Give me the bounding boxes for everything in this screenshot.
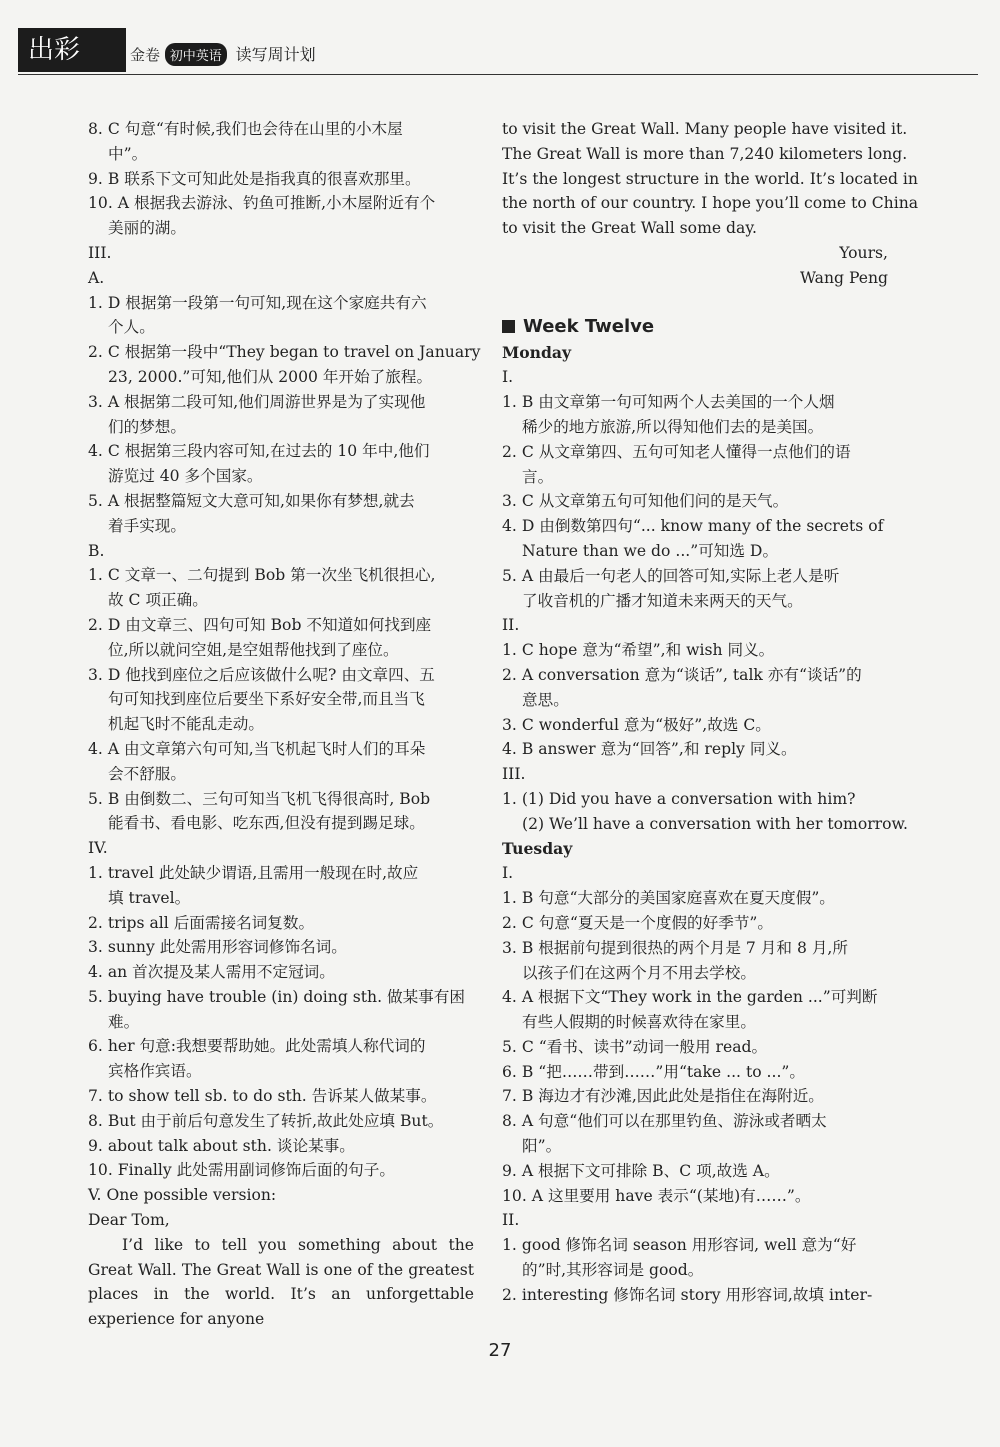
day-heading-tuesday: Tuesday [502, 838, 573, 858]
answer-line: 2. C 根据第一段中“They began to travel on January [88, 343, 481, 362]
answer-line: 有些人假期的时候喜欢待在家里。 [522, 1013, 756, 1032]
answer-line: (2) We’ll have a conversation with her tomorrow. [522, 814, 908, 833]
answer-line: 8. But 由于前后句意发生了转折,故此处应填 But。 [88, 1111, 444, 1130]
answer-line: 位,所以就问空姐,是空姐帮他找到了座位。 [108, 640, 399, 659]
answer-line: 4. A 由文章第六句可知,当飞机起飞时人们的耳朵 [88, 739, 426, 758]
answer-line: 意思。 [522, 690, 569, 709]
answer-line: 1. C hope 意为“希望”,和 wish 同义。 [502, 641, 775, 660]
answer-line: 句可知找到座位后要坐下系好安全带,而且当飞 [108, 690, 425, 709]
answer-line: 2. trips all 后面需接名词复数。 [88, 913, 315, 932]
week-heading [502, 313, 888, 341]
right-column [502, 117, 919, 1308]
section-heading: I. [502, 864, 514, 883]
answer-line: 3. C wonderful 意为“极好”,故选 C。 [502, 715, 771, 734]
answer-line: 4. an 首次提及某人需用不定冠词。 [88, 963, 335, 982]
answer-line: 6. her 句意:我想要帮助她。此处需填人称代词的 [88, 1037, 426, 1056]
brand-logo: 出彩 [18, 28, 126, 72]
answer-line: 的”时,其形容词是 good。 [522, 1261, 704, 1280]
answer-line: 美丽的湖。 [108, 219, 186, 238]
answer-line: 3. C 从文章第五句可知他们问的是天气。 [502, 492, 789, 511]
answer-line: 7. to show tell sb. to do sth. 告诉某人做某事。 [88, 1087, 437, 1106]
answer-line: 填 travel。 [108, 888, 191, 907]
section-heading: I. [502, 368, 514, 387]
answer-line: 中”。 [108, 144, 148, 163]
answer-line: 1. D 根据第一段第一句可知,现在这个家庭共有六 [88, 293, 427, 312]
letter-line: The Great Wall is more than 7,240 kilometers long. [502, 144, 908, 163]
answer-line: Nature than we do ...”可知选 D。 [522, 541, 779, 560]
brand-name: 金卷 [130, 46, 161, 64]
square-bullet-icon [502, 320, 515, 333]
page-number: 27 [488, 1340, 512, 1361]
section-heading: II. [502, 616, 520, 635]
answer-line: 5. B 由倒数二、三句可知当飞机飞得很高时, Bob [88, 789, 431, 808]
week-title: Week Twelve [523, 315, 655, 337]
letter-salutation: Dear Tom, [88, 1211, 170, 1230]
answer-line: 1. travel 此处缺少谓语,且需用一般现在时,故应 [88, 863, 419, 882]
letter-line: It’s the longest structure in the world. It’s located in [502, 169, 918, 188]
answer-line: 2. D 由文章三、四句可知 Bob 不知道如何找到座 [88, 615, 432, 634]
answer-line: 宾格作宾语。 [108, 1062, 202, 1081]
answer-line: 机起飞时不能乱走动。 [108, 715, 264, 734]
section-heading: III. [88, 243, 112, 262]
answer-line: 1. B 由文章第一句可知两个人去美国的一个人烟 [502, 393, 835, 412]
letter-line: to visit the Great Wall. Many people have visited it. [502, 120, 908, 138]
answer-line: 以孩子们在这两个月不用去学校。 [522, 963, 756, 982]
answer-line: 2. A conversation 意为“谈话”, talk 亦有“谈话”的 [502, 665, 862, 684]
section-heading: B. [88, 541, 105, 560]
section-heading: III. [502, 765, 526, 784]
answer-line: 9. A 根据下文可排除 B、C 项,故选 A。 [502, 1161, 780, 1180]
subject-badge: 初中英语 [165, 43, 227, 66]
answer-line: 4. B answer 意为“回答”,和 reply 同义。 [502, 740, 797, 759]
answer-line: 3. D 他找到座位之后应该做什么呢? 由文章四、五 [88, 665, 435, 684]
answer-line: 4. D 由倒数第四句“... know many of the secrets of [502, 517, 884, 536]
answer-line: 难。 [108, 1012, 140, 1031]
answer-line: 5. C “看书、读书”动词一般用 read。 [502, 1037, 768, 1056]
answer-line: 8. C 句意“有时候,我们也会待在山里的小木屋 [88, 120, 403, 138]
letter-paragraph: I’d like to tell you something about the Great Wall. The Great Wall is one of the greatest places in the world. It’s an unforgettable experience for anyone [88, 1235, 474, 1329]
answer-line: 个人。 [108, 318, 155, 337]
series-title [130, 42, 316, 66]
answer-line: 会不舒服。 [108, 764, 186, 783]
answer-line: 5. A 根据整篇短文大意可知,如果你有梦想,就去 [88, 491, 415, 510]
section-heading: A. [88, 268, 105, 287]
answer-line: 们的梦想。 [108, 417, 186, 436]
letter-line: the north of our country. I hope you’ll come to China [502, 194, 919, 213]
answer-line: 了收音机的广播才知道未来两天的天气。 [522, 591, 803, 610]
section-heading: IV. [88, 839, 108, 858]
answer-line: 4. C 根据第三段内容可知,在过去的 10 年中,他们 [88, 442, 430, 461]
letter-closing: Yours, [839, 243, 888, 262]
day-heading-monday: Monday [502, 342, 572, 362]
answer-line: 故 C 项正确。 [108, 591, 208, 610]
answer-line: 5. buying have trouble (in) doing sth. 做某事有困 [88, 987, 465, 1006]
answer-line: 着手实现。 [108, 516, 186, 535]
answer-line: 稀少的地方旅游,所以得知他们去的是美国。 [522, 417, 824, 436]
answer-line: 2. interesting 修饰名词 story 用形容词,故填 inter- [502, 1285, 873, 1304]
answer-line: 能看书、看电影、吃东西,但没有提到踢足球。 [108, 814, 425, 833]
answer-line: 1. (1) Did you have a conversation with him? [502, 789, 856, 808]
answer-line: 9. about talk about sth. 谈论某事。 [88, 1136, 355, 1155]
answer-line: 1. C 文章一、二句提到 Bob 第一次坐飞机很担心, [88, 566, 436, 585]
page-header [18, 28, 978, 76]
answer-line: 4. A 根据下文“They work in the garden ...”可判断 [502, 988, 878, 1007]
answer-line: 3. B 根据前句提到很热的两个月是 7 月和 8 月,所 [502, 938, 848, 957]
letter-line: to visit the Great Wall some day. [502, 219, 758, 238]
answer-line: 10. A 根据我去游泳、钓鱼可推断,小木屋附近有个 [88, 194, 436, 213]
letter-signature: Wang Peng [800, 268, 888, 287]
answer-line: 7. B 海边才有沙滩,因此此处是指住在海附近。 [502, 1087, 824, 1106]
answer-line: 10. Finally 此处需用副词修饰后面的句子。 [88, 1161, 395, 1180]
answer-line: 23, 2000.”可知,他们从 2000 年开始了旅程。 [108, 367, 433, 386]
answer-line: 3. sunny 此处需用形容词修饰名词。 [88, 938, 347, 957]
answer-line: 游览过 40 多个国家。 [108, 467, 263, 486]
answer-line: 10. A 这里要用 have 表示“(某地)有……”。 [502, 1186, 811, 1205]
answer-line: 言。 [522, 467, 554, 486]
answer-line: 1. B 句意“大部分的美国家庭喜欢在夏天度假”。 [502, 889, 835, 908]
section-heading: V. One possible version: [88, 1186, 277, 1205]
answer-line: 2. C 句意“夏天是一个度假的好季节”。 [502, 913, 773, 932]
answer-line: 2. C 从文章第四、五句可知老人懂得一点他们的语 [502, 442, 851, 461]
answer-line: 3. A 根据第二段可知,他们周游世界是为了实现他 [88, 392, 426, 411]
left-column [88, 117, 481, 1332]
answer-line: 9. B 联系下文可知此处是指我真的很喜欢那里。 [88, 169, 421, 188]
answer-line: 阳”。 [522, 1137, 562, 1156]
section-heading: II. [502, 1211, 520, 1230]
header-divider [18, 74, 978, 75]
answer-line: 5. A 由最后一句老人的回答可知,实际上老人是听 [502, 566, 840, 585]
answer-line: 1. good 修饰名词 season 用形容词, well 意为“好 [502, 1236, 857, 1255]
answer-line: 8. A 句意“他们可以在那里钓鱼、游泳或者晒太 [502, 1112, 827, 1131]
plan-title: 读写周计划 [235, 45, 316, 64]
answer-line: 6. B “把……带到……”用“take ... to ...”。 [502, 1062, 805, 1081]
